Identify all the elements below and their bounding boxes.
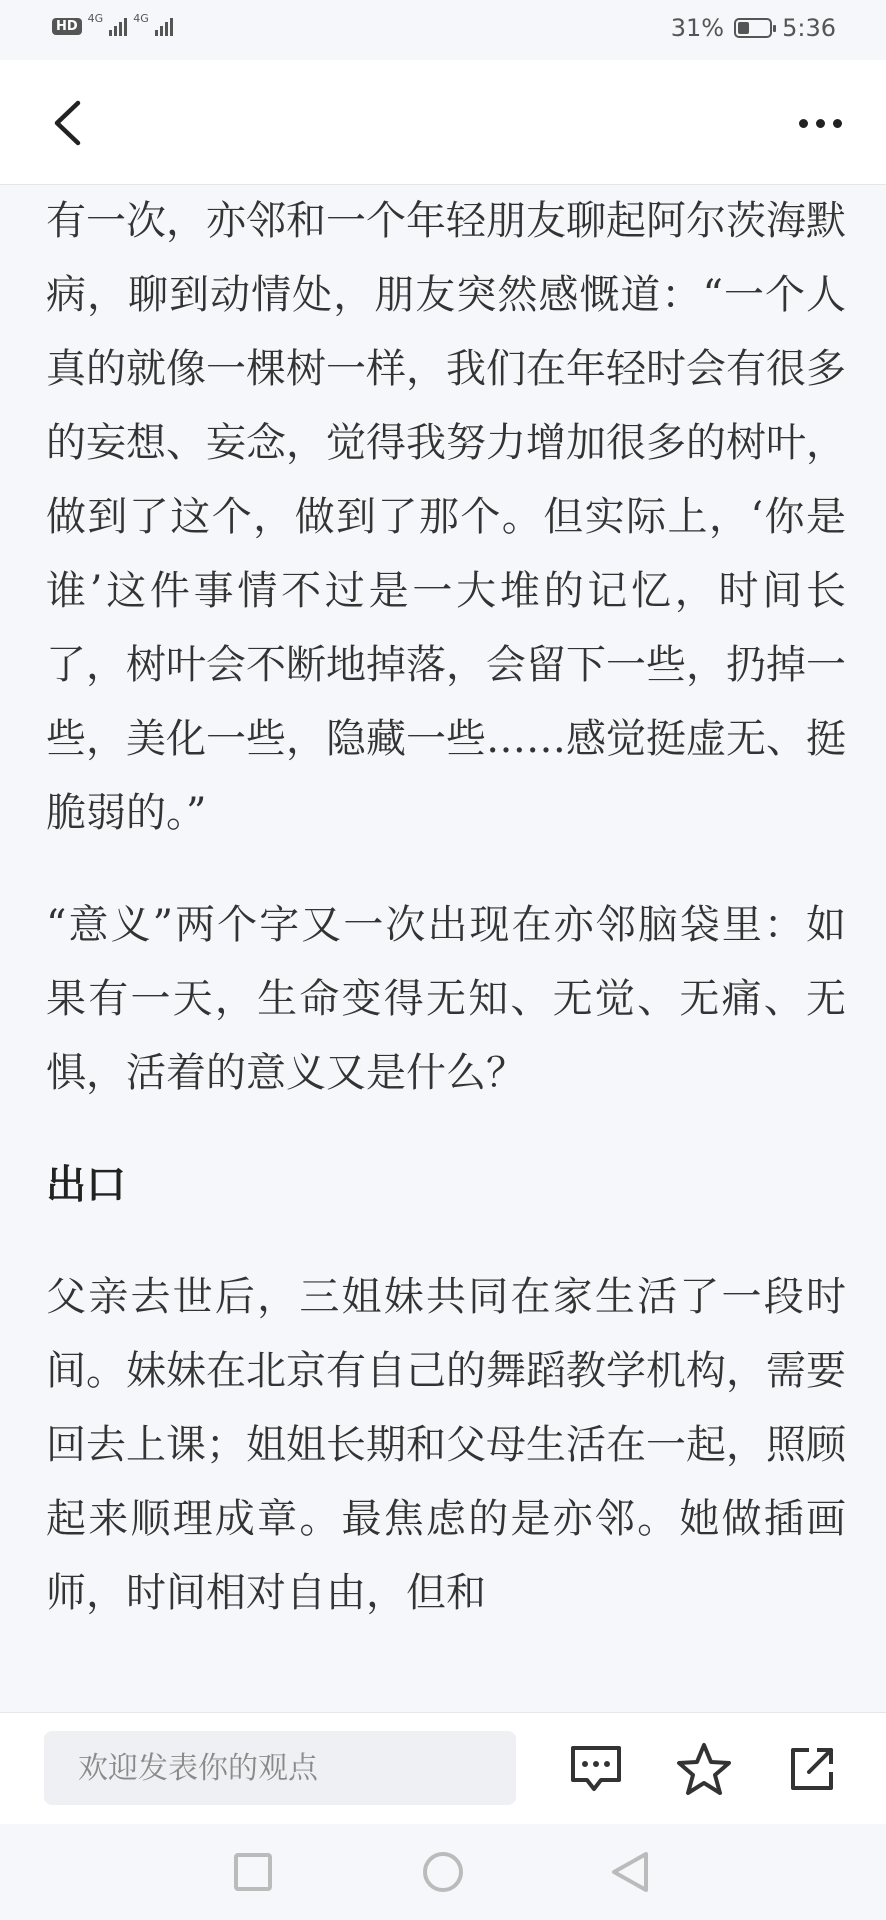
network-type-2: 4G [133, 11, 149, 25]
more-dot-icon [833, 119, 842, 128]
status-right [671, 14, 836, 42]
square-icon [233, 1852, 273, 1892]
article-paragraph: 父亲去世后，三姐妹共同在家生活了一段时间。妹妹在北京有自己的舞蹈教学机构，需要回去上课；姐姐长期和父母生活在一起，照顾起来顺理成章。最焦虑的是亦邻。她做插画师，时间相对自由，但和 [46, 1274, 846, 1616]
comment-icon [569, 1744, 623, 1794]
signal-icon [109, 16, 127, 36]
section-heading: 出口 [46, 1162, 126, 1208]
battery-icon [734, 18, 772, 38]
star-icon [676, 1742, 732, 1796]
status-bar [0, 0, 886, 60]
triangle-back-icon [610, 1850, 650, 1894]
bottom-action-bar [0, 1712, 886, 1825]
article-paragraph: “意义”两个字又一次出现在亦邻脑袋里：如果有一天，生命变得无知、无觉、无痛、无惧，活着的意义又是什么？ [46, 902, 846, 1096]
circle-icon [421, 1850, 465, 1894]
clock: 5:36 [782, 14, 836, 42]
chevron-left-icon [52, 100, 82, 146]
recent-apps-button[interactable] [227, 1846, 279, 1898]
comment-input[interactable] [44, 1731, 516, 1805]
system-back-button[interactable] [604, 1846, 656, 1898]
hd-badge: HD [52, 18, 82, 35]
article-paragraph: 有一次，亦邻和一个年轻朋友聊起阿尔茨海默病，聊到动情处，朋友突然感慨道：“一个人真的就像一棵树一样，我们在年轻时会有很多的妄想、妄念，觉得我努力增加很多的树叶，做到了这个，做到了那个。但实际上，‘你是谁’这件事情不过是一大堆的记忆，时间长了，树叶会不断地掉落，会留下一些，扔掉一些，美化一些，隐藏一些……感觉挺虚无、挺脆弱的。” [46, 198, 846, 836]
system-nav-bar [0, 1824, 886, 1920]
home-button[interactable] [417, 1846, 469, 1898]
more-dot-icon [816, 119, 825, 128]
share-button[interactable] [780, 1737, 844, 1801]
comment-button[interactable] [564, 1737, 628, 1801]
favorite-button[interactable] [672, 1737, 736, 1801]
more-button[interactable] [784, 96, 856, 150]
article-body [46, 184, 846, 1712]
battery-percent: 31% [670, 14, 725, 42]
battery-fill [738, 22, 749, 34]
network-type-1: 4G [87, 11, 104, 25]
more-dot-icon [799, 119, 808, 128]
back-button[interactable] [40, 96, 94, 150]
signal-icon [155, 16, 173, 36]
top-navbar [0, 60, 886, 185]
status-left [52, 11, 173, 36]
share-icon [787, 1744, 837, 1794]
